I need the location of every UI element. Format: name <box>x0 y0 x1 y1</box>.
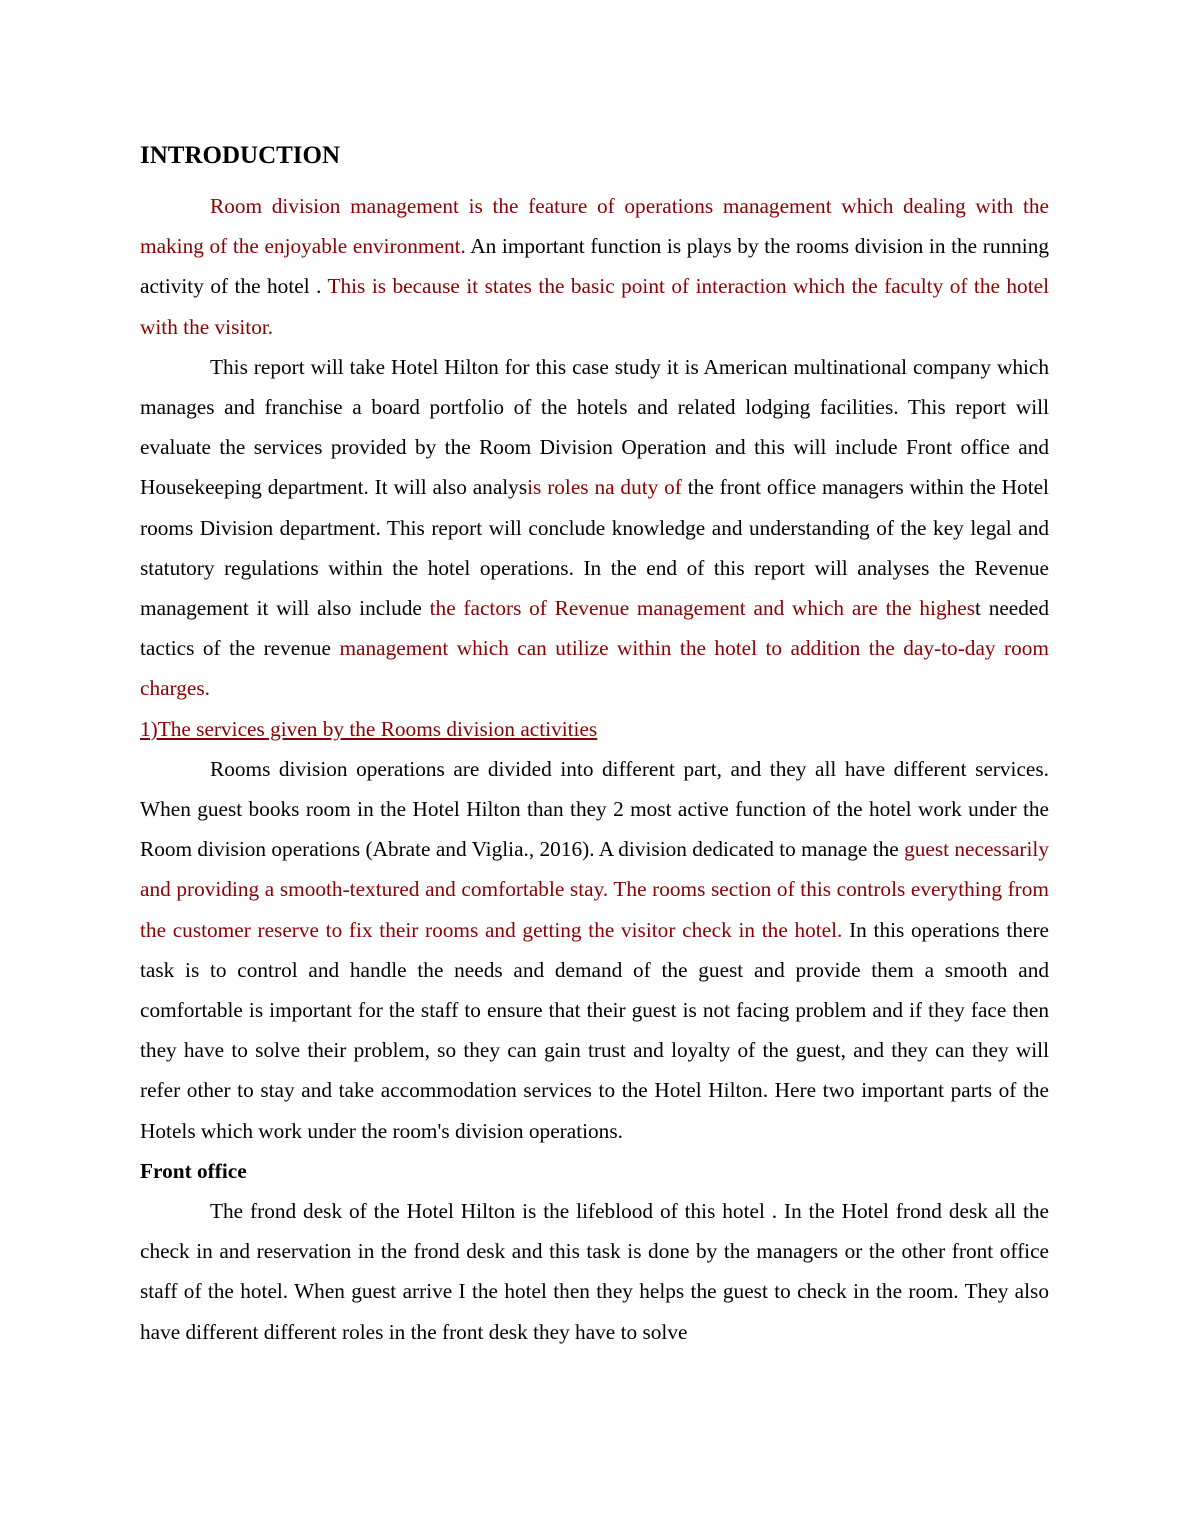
intro-p1-text-1: An important function is plays by the rooms division in the running activity of the hotel . <box>140 234 1049 299</box>
intro-p2-highlight-1: is roles na duty of <box>527 475 688 500</box>
intro-p2-text-3: t needed tactics of the revenue <box>140 596 1049 661</box>
section-1-heading: 1)The services given by the Rooms division activities <box>140 716 598 741</box>
intro-p2-text-1: This report will take Hotel Hilton for this case study it is American multinational company which manages and franchise a board portfolio of the hotels and related lodging facilities. This report will evaluate the services provided by the Room Division Operation and this will include Front office and Housekeeping department. It will also analys <box>140 354 1049 500</box>
front-office-heading: Front office <box>140 1158 247 1183</box>
section-1-text-2: In this operations there task is to control and handle the needs and demand of the guest and provide them a smooth and comfortable is important for the staff to ensure that their guest is not facing problem and if they face then they have to solve their problem, so they can gain trust and loyalty of the guest, and they can they will refer other to stay and take accommodation services to the Hotel Hilton. Here two important parts of the Hotels which work under the room's division operations. <box>140 917 1049 1143</box>
document-page <box>140 138 1049 1352</box>
intro-p1-highlight-2: This is because it states the basic point of interaction which the faculty of the hotel with the visitor. <box>140 274 1049 339</box>
section-1-text-1: Rooms division operations are divided into different part, and they all have different services. When guest books room in the Hotel Hilton than they 2 most active function of the hotel work under the Room division operations (Abrate and Viglia., 2016). A division dedicated to manage the <box>140 756 1049 862</box>
intro-p2-highlight-2: the factors of Revenue management and which are the highes <box>429 596 975 621</box>
section-1-paragraph <box>140 749 1049 1151</box>
intro-paragraph-1 <box>140 186 1049 347</box>
intro-paragraph-2 <box>140 347 1049 709</box>
section-1-highlight: guest necessarily and providing a smooth-textured and comfortable stay. The rooms section of this controls everything from the customer reserve to fix their rooms and getting the visitor check in the hotel. <box>140 837 1049 942</box>
intro-p1-highlight-1: Room division management is the feature of operations management which dealing with the making of the enjoyable environment. <box>140 194 1049 259</box>
intro-p2-text-2: the front office managers within the Hotel rooms Division department. This report will conclude knowledge and understanding of the key legal and statutory regulations within the hotel operations. In the end of this report will analyses the Revenue management it will also include <box>140 475 1049 621</box>
intro-p2-highlight-3: management which can utilize within the hotel to addition the day-to-day room charges. <box>140 636 1049 701</box>
front-office-paragraph: The frond desk of the Hotel Hilton is the lifeblood of this hotel . In the Hotel frond desk all the check in and reservation in the frond desk and this task is done by the managers or the other front office staff of the hotel. When guest arrive I the hotel then they helps the guest to check in the room. They also have different different roles in the front desk they have to solve <box>140 1199 1049 1344</box>
introduction-heading: INTRODUCTION <box>140 142 341 169</box>
